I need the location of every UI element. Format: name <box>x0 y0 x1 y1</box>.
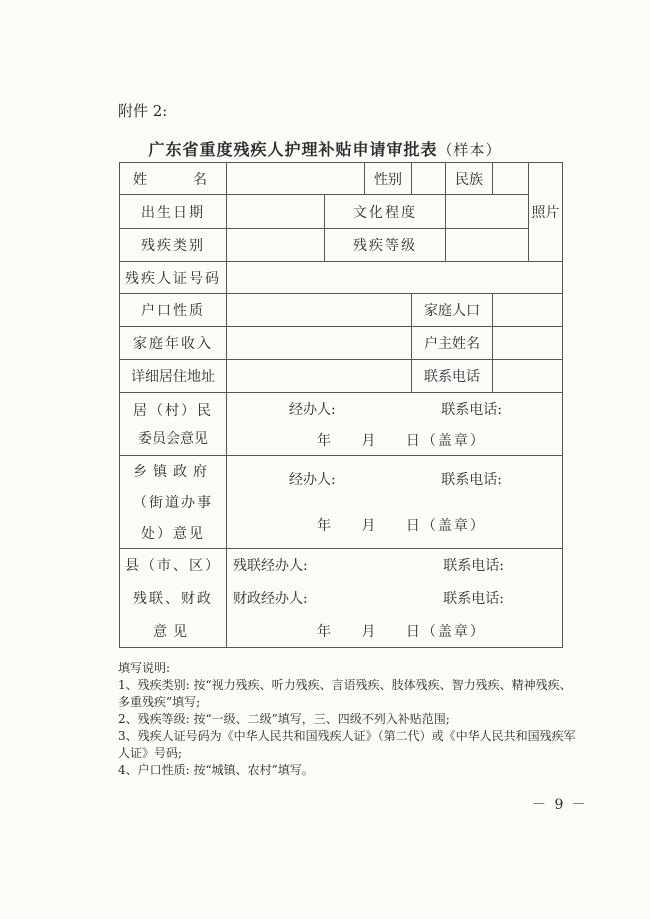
name-label: 姓 名 <box>120 163 227 195</box>
instructions-heading: 填写说明: <box>118 661 171 675</box>
form-title-main: 广东省重度残疾人护理补贴申请审批表 <box>148 140 438 159</box>
instruction-item: 1、残疾类别: 按“视力残疾、听力残疾、言语残疾、肢体残疾、智力残疾、精神残疾、多重残疾”填写; <box>118 678 572 709</box>
hukou-type-label: 户口性质 <box>120 294 227 326</box>
form-title-sub: （样本） <box>437 141 502 159</box>
village-opinion-label <box>120 393 227 456</box>
finance-phone-label: 联系电话: <box>443 590 504 607</box>
disability-cert-value[interactable] <box>227 262 563 294</box>
village-label-line2: 委员会意见 <box>138 431 208 448</box>
head-name-label: 户主姓名 <box>412 326 493 359</box>
name-value[interactable] <box>227 163 365 195</box>
phone-label: 联系电话 <box>412 360 493 393</box>
application-form-table <box>119 162 563 648</box>
page-number: － 9 － <box>532 797 588 813</box>
county-label-line2: 残联、财政 <box>133 590 213 607</box>
dpf-phone-label: 联系电话: <box>443 558 504 575</box>
education-value[interactable] <box>446 195 529 228</box>
disability-grade-label: 残疾等级 <box>325 228 446 261</box>
annex-label: 附件 2: <box>118 102 168 120</box>
township-label-line2: （街道办事 <box>133 494 213 511</box>
address-label: 详细居住地址 <box>120 360 227 393</box>
ethnicity-value[interactable] <box>493 163 529 195</box>
household-income-value[interactable] <box>227 326 412 359</box>
village-day-seal: 日（盖章） <box>405 432 486 449</box>
county-day-seal: 日（盖章） <box>405 623 486 640</box>
county-label-line1: 县（市、区） <box>125 558 221 575</box>
township-opinion-area[interactable] <box>227 456 563 549</box>
disability-type-value[interactable] <box>227 228 325 261</box>
disability-grade-value[interactable] <box>446 228 529 261</box>
instruction-item: 4、户口性质: 按“城镇、农村”填写。 <box>118 763 314 777</box>
county-year: 年 <box>317 623 333 640</box>
village-handler-label: 经办人: <box>289 401 336 418</box>
head-name-value[interactable] <box>493 326 563 359</box>
village-opinion-area[interactable] <box>227 393 563 456</box>
disability-cert-label: 残疾人证号码 <box>120 262 227 294</box>
township-day-seal: 日（盖章） <box>405 517 486 534</box>
township-label-line1: 乡镇政府 <box>133 464 213 481</box>
hukou-type-value[interactable] <box>227 294 412 326</box>
photo-box[interactable]: 照片 <box>529 163 563 262</box>
village-phone-label: 联系电话: <box>441 401 502 418</box>
instruction-item: 2、残疾等级: 按“一级、二级”填写，三、四级不列入补贴范围; <box>118 712 450 726</box>
village-label-line1: 居（村）民 <box>133 403 213 420</box>
township-opinion-label <box>120 456 227 549</box>
filling-instructions <box>118 660 578 779</box>
dpf-handler-label: 残联经办人: <box>233 558 308 575</box>
township-month: 月 <box>361 517 378 534</box>
disability-type-label: 残疾类别 <box>120 228 227 261</box>
household-size-value[interactable] <box>493 294 563 326</box>
township-handler-label: 经办人: <box>289 471 336 488</box>
county-opinion-area[interactable] <box>227 548 563 647</box>
village-year: 年 <box>317 432 333 449</box>
household-size-label: 家庭人口 <box>412 294 493 326</box>
township-year: 年 <box>317 517 333 534</box>
township-phone-label: 联系电话: <box>441 471 502 488</box>
township-label-line3: 处）意见 <box>141 525 205 542</box>
gender-value[interactable] <box>412 163 446 195</box>
instruction-item: 3、残疾人证号码为《中华人民共和国残疾人证》（第二代）或《中华人民共和国残疾军人证》号码; <box>118 729 576 760</box>
county-opinion-label <box>120 548 227 647</box>
finance-handler-label: 财政经办人: <box>233 590 308 607</box>
education-label: 文化程度 <box>325 195 446 228</box>
village-month: 月 <box>361 432 378 449</box>
household-income-label: 家庭年收入 <box>120 326 227 359</box>
gender-label: 性别 <box>365 163 412 195</box>
form-title <box>0 137 650 160</box>
birth-date-label: 出生日期 <box>120 195 227 228</box>
birth-date-value[interactable] <box>227 195 325 228</box>
county-month: 月 <box>361 623 378 640</box>
ethnicity-label: 民族 <box>446 163 493 195</box>
county-label-line3: 意见 <box>153 623 193 640</box>
